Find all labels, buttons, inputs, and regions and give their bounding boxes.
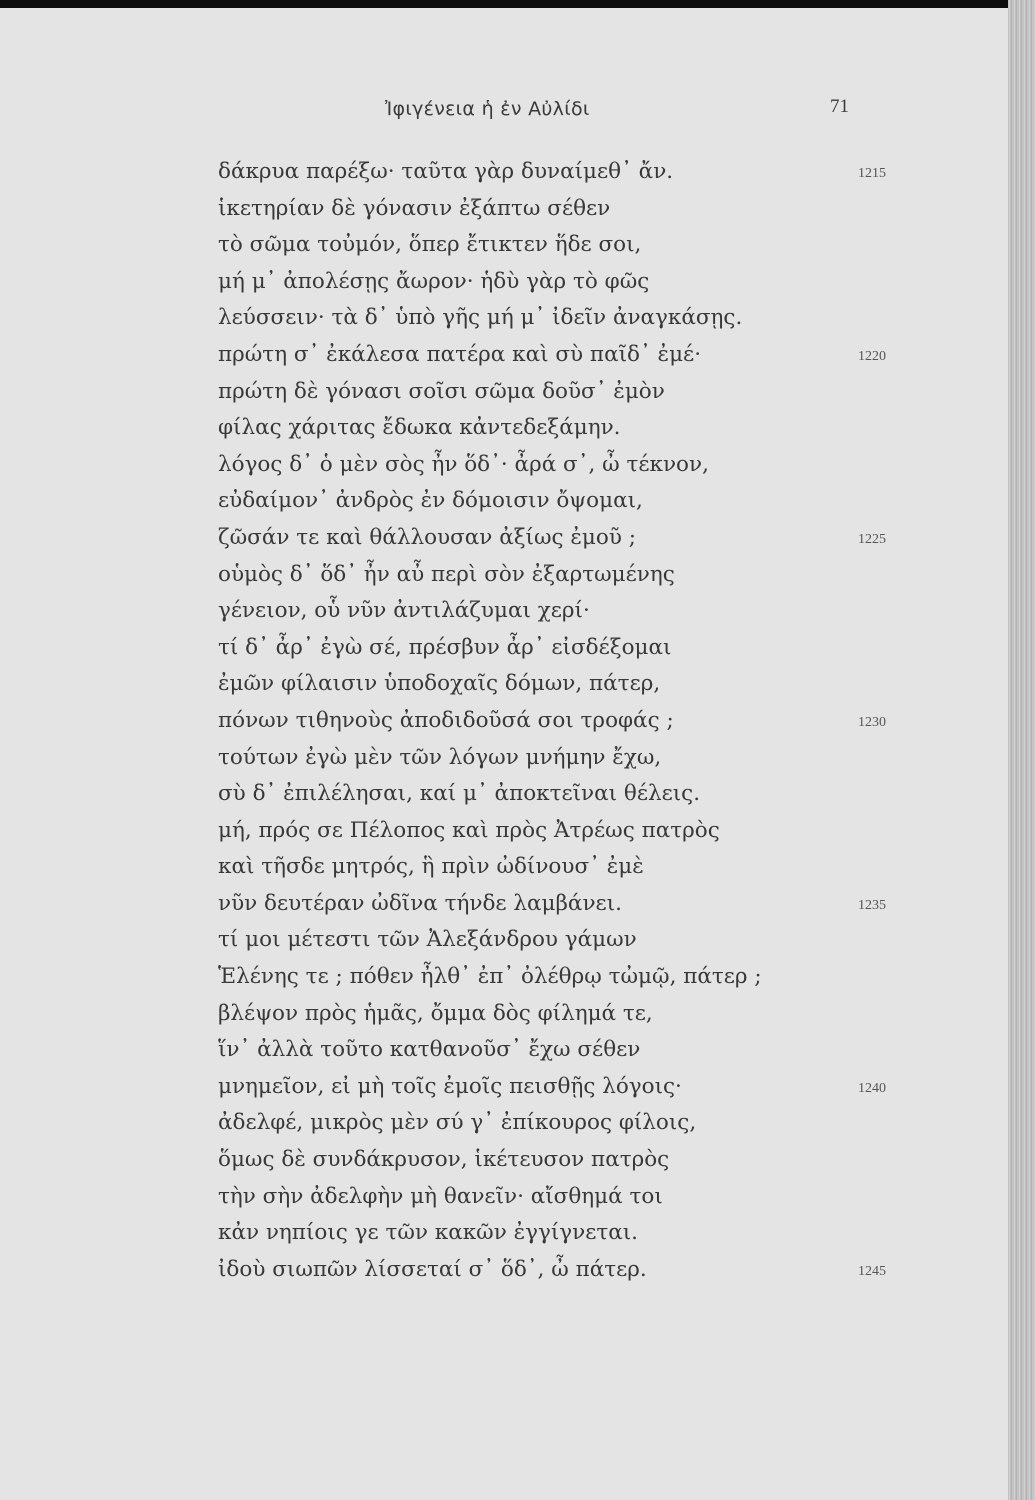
- verse-line: [218, 1215, 938, 1252]
- verse-line: [218, 557, 938, 594]
- verse-line: [218, 191, 938, 228]
- verse-text: μή μ᾽ ἀπολέσῃς ἄωρον· ἡδὺ γὰρ τὸ φῶς: [218, 268, 650, 294]
- line-number: 1230: [858, 714, 886, 730]
- verse-text: τούτων ἐγὼ μὲν τῶν λόγων μνήμην ἔχω,: [218, 744, 662, 770]
- line-number: 1220: [858, 348, 886, 364]
- running-header-title: Ἰφιγένεια ἡ ἐν Αὐλίδι: [385, 98, 590, 120]
- verse-text: τὸ σῶμα τοὐμόν, ὅπερ ἔτικτεν ἥδε σοι,: [218, 232, 642, 258]
- verse-text: πόνων τιθηνοὺς ἀποδιδοῦσά σοι τροφάς ;: [218, 707, 674, 733]
- verse-line: [218, 483, 938, 520]
- verse-text: τί μοι μέτεστι τῶν Ἀλεξάνδρου γάμων: [218, 927, 637, 953]
- line-number: 1240: [858, 1080, 886, 1096]
- verse-text: τί δ᾽ ἆρ᾽ ἐγὼ σέ, πρέσβυν ἆρ᾽ εἰσδέξομαι: [218, 634, 672, 660]
- page-edge: [1008, 0, 1035, 1500]
- verse-text: δάκρυα παρέξω· ταῦτα γὰρ δυναίμεθ᾽ ἄν.: [218, 159, 674, 184]
- verse-text: Ἑλένης τε ; πόθεν ἦλθ᾽ ἐπ᾽ ὀλέθρῳ τὠμῷ, πάτερ ;: [218, 964, 762, 990]
- verse-line: [218, 740, 938, 777]
- verse-text: ὅμως δὲ συνδάκρυσον, ἱκέτευσον πατρὸς: [218, 1147, 670, 1173]
- verse-text: φίλας χάριτας ἔδωκα κἀντεδεξάμην.: [218, 415, 621, 441]
- verse-text: λόγος δ᾽ ὁ μὲν σὸς ἦν ὅδ᾽· ἆρά σ᾽, ὦ τέκνον,: [218, 451, 709, 477]
- line-number: 1225: [858, 531, 886, 547]
- verse-line: [218, 227, 938, 264]
- verse-text: κἀν νηπίοις γε τῶν κακῶν ἐγγίγνεται.: [218, 1220, 639, 1246]
- verse-line: [218, 813, 938, 850]
- verse-line: [218, 1179, 938, 1216]
- line-number: 1235: [858, 897, 886, 913]
- verse-text: ἵν᾽ ἀλλὰ τοῦτο κατθανοῦσ᾽ ἔχω σέθεν: [218, 1037, 641, 1063]
- verse-line: [218, 520, 938, 557]
- verse-text: βλέψον πρὸς ἡμᾶς, ὄμμα δὸς φίλημά τε,: [218, 1000, 653, 1026]
- verse-text: ζῶσάν τε καὶ θάλλουσαν ἀξίως ἐμοῦ ;: [218, 524, 637, 550]
- verse-line: [218, 300, 938, 337]
- verse-text: μνημεῖον, εἰ μὴ τοῖς ἐμοῖς πεισθῇς λόγοις·: [218, 1073, 682, 1099]
- verse-text: καὶ τῆσδε μητρός, ἣ πρὶν ὠδίνουσ᾽ ἐμὲ: [218, 854, 644, 880]
- verse-text: σὺ δ᾽ ἐπιλέλησαι, καί μ᾽ ἀποκτεῖναι θέλεις.: [218, 781, 701, 807]
- page-number: 71: [830, 96, 849, 117]
- verse-line: [218, 959, 938, 996]
- verse-text: ἰδοὺ σιωπῶν λίσσεταί σ᾽ ὅδ᾽, ὦ πάτερ.: [218, 1256, 647, 1282]
- verse-list: [218, 154, 938, 1288]
- verse-line: [218, 1069, 938, 1106]
- verse-line: [218, 593, 938, 630]
- verse-text: νῦν δευτέραν ὠδῖνα τήνδε λαμβάνει.: [218, 890, 622, 916]
- verse-line: [218, 1032, 938, 1069]
- verse-line: [218, 264, 938, 301]
- verse-line: [218, 996, 938, 1033]
- verse-text: πρώτη σ᾽ ἐκάλεσα πατέρα καὶ σὺ παῖδ᾽ ἐμέ·: [218, 341, 702, 367]
- verse-line: [218, 337, 938, 374]
- verse-line: [218, 1252, 938, 1289]
- verse-line: [218, 776, 938, 813]
- verse-line: [218, 849, 938, 886]
- verse-text: μή, πρός σε Πέλοπος καὶ πρὸς Ἀτρέως πατρὸς: [218, 817, 720, 843]
- line-number: 1245: [858, 1263, 886, 1279]
- verse-line: [218, 1105, 938, 1142]
- book-page: [0, 8, 1008, 1500]
- verse-line: [218, 630, 938, 667]
- verse-text: οὑμὸς δ᾽ ὅδ᾽ ἦν αὖ περὶ σὸν ἐξαρτωμένης: [218, 561, 675, 587]
- verse-text: εὐδαίμον᾽ ἀνδρὸς ἐν δόμοισιν ὄψομαι,: [218, 488, 643, 514]
- verse-text: ἱκετηρίαν δὲ γόνασιν ἐξάπτω σέθεν: [218, 195, 611, 221]
- verse-text: λεύσσειν· τὰ δ᾽ ὑπὸ γῆς μή μ᾽ ἰδεῖν ἀναγκάσῃς.: [218, 305, 743, 331]
- verse-line: [218, 447, 938, 484]
- verse-line: [218, 703, 938, 740]
- verse-text: ἀδελφέ, μικρὸς μὲν σύ γ᾽ ἐπίκουρος φίλοις,: [218, 1110, 697, 1136]
- verse-line: [218, 374, 938, 411]
- verse-line: [218, 922, 938, 959]
- verse-text: πρώτη δὲ γόνασι σοῖσι σῶμα δοῦσ᾽ ἐμὸν: [218, 378, 665, 404]
- verse-text: γένειον, οὗ νῦν ἀντιλάζυμαι χερί·: [218, 598, 590, 624]
- verse-line: [218, 154, 938, 191]
- scan-top-border: [0, 0, 1008, 8]
- verse-text: τὴν σὴν ἀδελφὴν μὴ θανεῖν· αἴσθημά τοι: [218, 1183, 663, 1209]
- verse-line: [218, 1142, 938, 1179]
- verse-line: [218, 410, 938, 447]
- verse-line: [218, 886, 938, 923]
- line-number: 1215: [858, 166, 886, 181]
- verse-line: [218, 666, 938, 703]
- verse-text: ἐμῶν φίλαισιν ὑποδοχαῖς δόμων, πάτερ,: [218, 671, 661, 697]
